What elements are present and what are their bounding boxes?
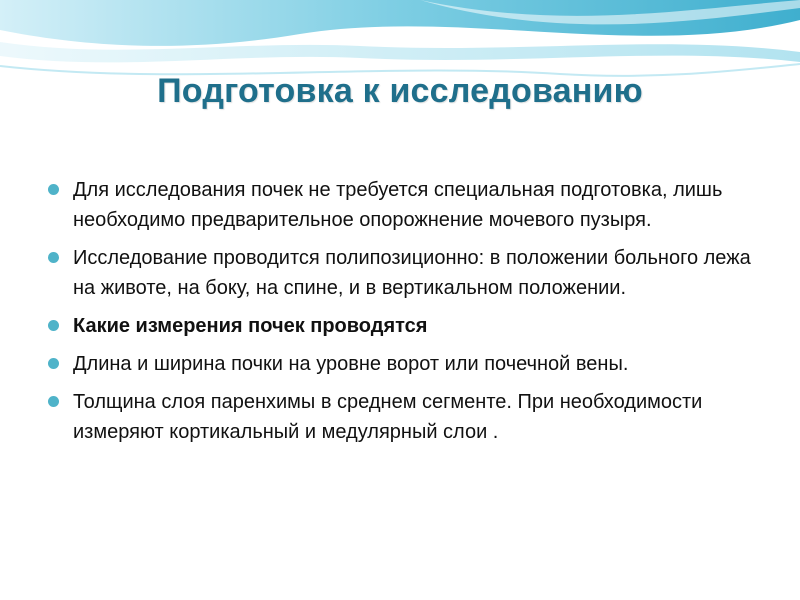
bullet-text: Исследование проводится полипозиционно: в положении больного лежа на животе, на боку, на спине, и в вертикальном положении.	[73, 247, 751, 299]
bullet-text: Толщина слоя паренхимы в среднем сегменте. При необходимости измеряют кортикальный и медулярный слои .	[73, 391, 703, 443]
bullet-text: Какие измерения почек проводятся	[73, 315, 428, 337]
slide-content	[48, 175, 768, 455]
bullet-item	[48, 243, 768, 303]
bullet-item	[48, 349, 768, 379]
bullet-list	[48, 175, 768, 447]
bullet-dot-icon	[48, 358, 59, 369]
bullet-dot-icon	[48, 184, 59, 195]
bullet-dot-icon	[48, 252, 59, 263]
bullet-item	[48, 387, 768, 447]
bullet-dot-icon	[48, 396, 59, 407]
bullet-text: Для исследования почек не требуется специальная подготовка, лишь необходимо предварительное опорожнение мочевого пузыря.	[73, 179, 723, 231]
bullet-item	[48, 175, 768, 235]
bullet-dot-icon	[48, 320, 59, 331]
bullet-item	[48, 311, 768, 341]
bullet-text: Длина и ширина почки на уровне ворот или почечной вены.	[73, 353, 629, 375]
slide-title: Подготовка к исследованию	[157, 72, 643, 110]
